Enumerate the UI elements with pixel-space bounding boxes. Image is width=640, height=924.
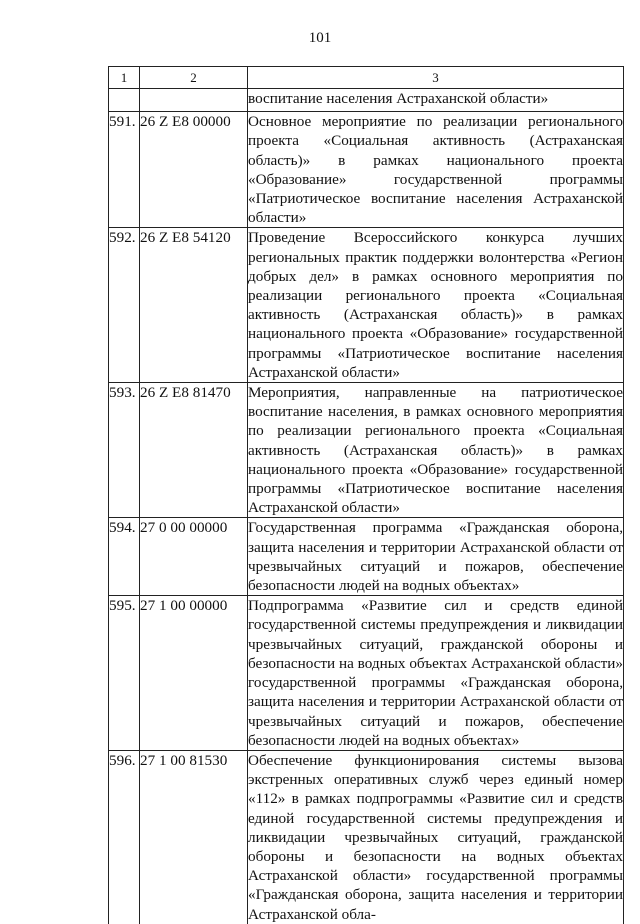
cell-name: Проведение Всероссийского конкурса лучших региональных практик поддержки волонтерства «Регион добрых дел» в рамках основного мероприятия по реализации регионального проекта «Социальная активность (Астраханская область)» в рамках национального проекта «Образование» государственной программы «Патриотическое воспитание населения Астраханской области» [248, 229, 623, 381]
cell-code: 27 1 00 81530 [140, 750, 248, 923]
cell-name: Государственная программа «Гражданская оборона, защита населения и территории Астраханской области от чрезвычайных ситуаций и пожаров, обеспечение безопасности людей на водных объектах» [248, 519, 623, 595]
cell-code [140, 89, 248, 112]
cell-number [109, 89, 140, 112]
table-row [109, 518, 624, 596]
page-number: 101 [308, 30, 332, 46]
cell-name: Мероприятия, направленные на патриотическое воспитание населения, в рамках основного мероприятия по реализации регионального проекта «Социальная активность (Астраханская область)» в рамках национального проекта «Образование» государственной программы «Патриотическое воспитание населения Астраханской области» [248, 384, 623, 517]
column-header-number: 1 [109, 67, 140, 89]
cell-code: 26 Z E8 54120 [140, 228, 248, 383]
cell-number: 595. [109, 596, 140, 751]
cell-code: 26 Z E8 81470 [140, 383, 248, 518]
cell-name: Обеспечение функционирования системы вызова экстренных оперативных служб через единый номер «112» в рамках подпрограммы «Развитие сил и средств единой государственной системы предупреждения и ликвидации чрезвычайных ситуаций, гражданской обороны и безопасности на водных объектах Астраханской области» государственной программы «Гражданская оборона, защита населения и территории Астраханской обла- [248, 751, 623, 923]
cell-code: 26 Z E8 00000 [140, 112, 248, 228]
cell-number: 594. [109, 518, 140, 596]
table-row [109, 750, 624, 923]
cell-name: Подпрограмма «Развитие сил и средств единой государственной системы предупреждения и ликвидации чрезвычайных ситуаций, гражданской обороны и безопасности на водных объектах Астраханской области» государственной программы «Гражданская оборона, защита населения и территории Астраханской области от чрезвычайных ситуаций и пожаров, обеспечение безопасности людей на водных объектах» [248, 597, 623, 749]
cell-number: 592. [109, 228, 140, 383]
cell-name: воспитание населения Астраханской области» [248, 89, 624, 112]
cell-number: 596. [109, 750, 140, 923]
table-row-continuation [109, 89, 624, 112]
table-row [109, 228, 624, 383]
cell-name: Основное мероприятие по реализации регионального проекта «Социальная активность (Астраханская область)» в рамках национального проекта «Образование» государственной программы «Патриотическое воспитание населения Астраханской области» [248, 113, 623, 227]
table-row [109, 112, 624, 228]
cell-number: 593. [109, 383, 140, 518]
table-row [109, 383, 624, 518]
cell-code: 27 1 00 00000 [140, 596, 248, 751]
table-row [109, 596, 624, 751]
budget-classification-table [108, 66, 624, 924]
table-header-row [109, 67, 624, 89]
cell-number: 591. [109, 112, 140, 228]
cell-code: 27 0 00 00000 [140, 518, 248, 596]
column-header-name: 3 [248, 67, 624, 89]
column-header-code: 2 [140, 67, 248, 89]
